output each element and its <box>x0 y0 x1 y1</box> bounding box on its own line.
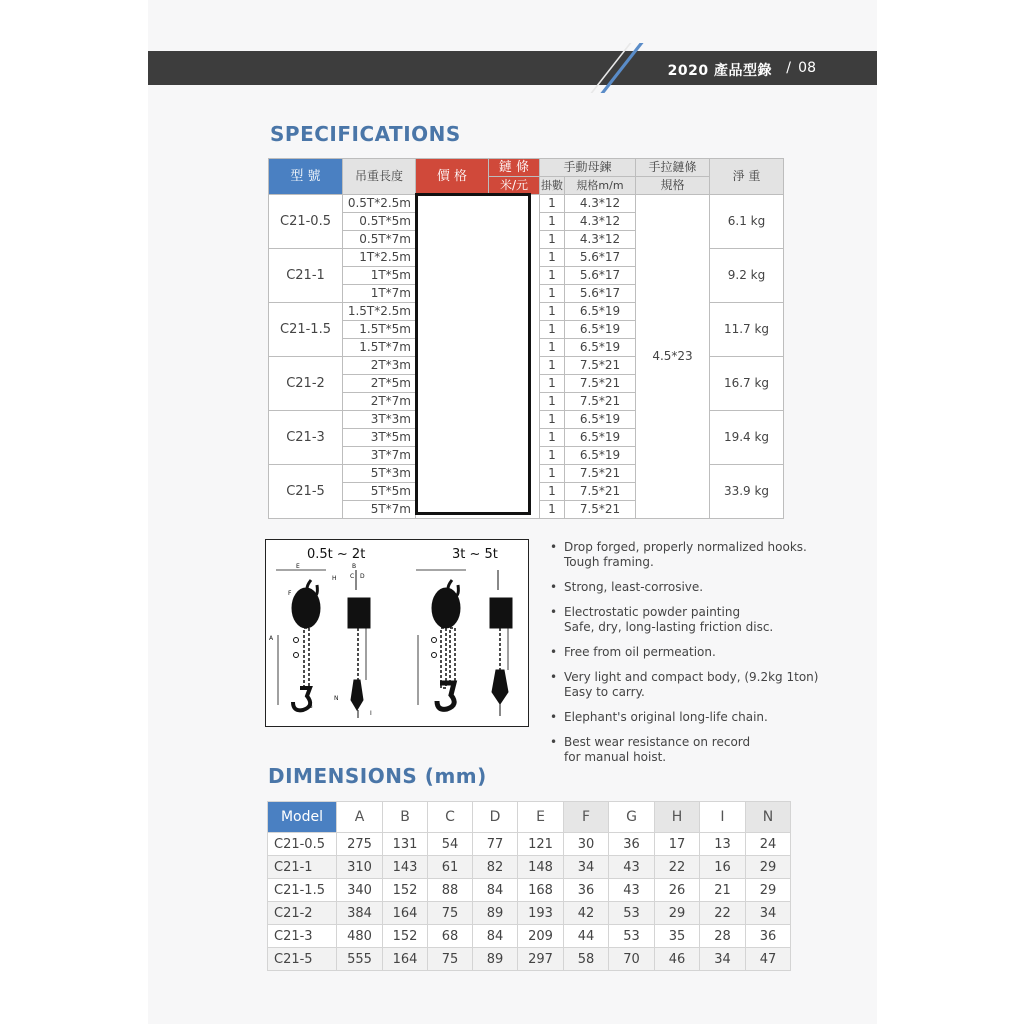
dims-row <box>268 856 791 879</box>
dims-header: A <box>337 802 383 833</box>
dims-value: 193 <box>518 902 564 925</box>
spec-falls: 1 <box>540 501 565 519</box>
dims-value: 275 <box>337 833 383 856</box>
header-price: 價 格 <box>416 159 489 195</box>
spec-model: C21-0.5 <box>269 195 343 249</box>
dims-value: 53 <box>609 925 655 948</box>
dims-header: F <box>564 802 609 833</box>
specifications-heading: SPECIFICATIONS <box>270 122 461 146</box>
spec-weight: 33.9 kg <box>710 465 784 519</box>
header-pull-chain-spec: 規格 <box>636 177 710 195</box>
header-banner <box>148 51 877 85</box>
spec-hand-chain: 6.5*19 <box>565 411 636 429</box>
dim-letter-i: I <box>370 710 372 717</box>
dims-header: Model <box>268 802 337 833</box>
spec-weight: 11.7 kg <box>710 303 784 357</box>
spec-weight: 19.4 kg <box>710 411 784 465</box>
dims-value: 143 <box>383 856 428 879</box>
dims-value: 84 <box>473 879 518 902</box>
dim-letter-c: C <box>350 573 355 580</box>
feature-line: Safe, dry, long-lasting friction disc. <box>564 620 774 634</box>
page-number: 08 <box>798 60 816 76</box>
spec-hand-chain: 6.5*19 <box>565 429 636 447</box>
header-hand-chain-spec: 規格m/m <box>565 177 636 195</box>
dims-value: 164 <box>383 902 428 925</box>
hoist-dimension-diagram <box>265 539 529 727</box>
header-chain: 鏈 條 <box>489 159 540 177</box>
dims-value: 340 <box>337 879 383 902</box>
dims-value: 555 <box>337 948 383 971</box>
spec-falls: 1 <box>540 303 565 321</box>
dims-header: B <box>383 802 428 833</box>
dims-value: 152 <box>383 879 428 902</box>
dims-value: 164 <box>383 948 428 971</box>
spec-falls: 1 <box>540 321 565 339</box>
dims-row <box>268 879 791 902</box>
dims-value: 70 <box>609 948 655 971</box>
dims-value: 84 <box>473 925 518 948</box>
dims-value: 22 <box>700 902 746 925</box>
dim-letter-g: G <box>308 703 313 710</box>
dims-value: 26 <box>655 879 700 902</box>
dims-value: 61 <box>428 856 473 879</box>
dim-letter-n: N <box>334 695 339 702</box>
feature-item <box>550 540 820 570</box>
spec-length: 0.5T*2.5m <box>343 195 416 213</box>
feature-list <box>550 540 820 775</box>
dims-row <box>268 948 791 971</box>
diagram-title-small: 0.5t ~ 2t <box>307 547 366 562</box>
spec-model: C21-5 <box>269 465 343 519</box>
header-falls: 掛數 <box>540 177 565 195</box>
spec-weight: 9.2 kg <box>710 249 784 303</box>
dims-model: C21-1.5 <box>268 879 337 902</box>
dimensions-table <box>267 801 791 971</box>
feature-line: • Free from oil permeation. <box>564 645 716 659</box>
dims-value: 152 <box>383 925 428 948</box>
dims-value: 47 <box>746 948 791 971</box>
spec-falls: 1 <box>540 483 565 501</box>
header-model: 型 號 <box>269 159 343 195</box>
dims-value: 34 <box>564 856 609 879</box>
feature-line: • Drop forged, properly normalized hooks. <box>564 540 807 554</box>
dims-value: 17 <box>655 833 700 856</box>
spec-length: 1.5T*2.5m <box>343 303 416 321</box>
feature-line: • Electrostatic powder painting <box>564 605 741 619</box>
spec-falls: 1 <box>540 285 565 303</box>
feature-item <box>550 645 820 660</box>
feature-item <box>550 580 820 595</box>
spec-hand-chain: 7.5*21 <box>565 501 636 519</box>
spec-falls: 1 <box>540 195 565 213</box>
dim-letter-d: D <box>360 573 365 580</box>
spec-length: 1.5T*5m <box>343 321 416 339</box>
dims-value: 75 <box>428 948 473 971</box>
dims-header: G <box>609 802 655 833</box>
dims-model: C21-2 <box>268 902 337 925</box>
spec-hand-chain: 5.6*17 <box>565 249 636 267</box>
spec-length: 5T*5m <box>343 483 416 501</box>
spec-length: 1.5T*7m <box>343 339 416 357</box>
spec-hand-chain: 5.6*17 <box>565 285 636 303</box>
spec-length: 1T*5m <box>343 267 416 285</box>
spec-model: C21-3 <box>269 411 343 465</box>
dims-value: 480 <box>337 925 383 948</box>
spec-hand-chain: 4.3*12 <box>565 213 636 231</box>
spec-falls: 1 <box>540 213 565 231</box>
spec-length: 1T*7m <box>343 285 416 303</box>
dims-value: 82 <box>473 856 518 879</box>
spec-model: C21-1 <box>269 249 343 303</box>
spec-pull-chain: 4.5*23 <box>636 195 710 519</box>
spec-hand-chain: 6.5*19 <box>565 339 636 357</box>
spec-hand-chain: 7.5*21 <box>565 393 636 411</box>
header-chain-unit: 米/元 <box>489 177 540 195</box>
spec-falls: 1 <box>540 231 565 249</box>
diagram-title-large: 3t ~ 5t <box>452 547 498 562</box>
dims-value: 53 <box>609 902 655 925</box>
spec-length: 5T*7m <box>343 501 416 519</box>
dims-value: 68 <box>428 925 473 948</box>
dims-header: C <box>428 802 473 833</box>
dims-value: 36 <box>746 925 791 948</box>
spec-length: 3T*5m <box>343 429 416 447</box>
spec-weight: 16.7 kg <box>710 357 784 411</box>
dims-header: N <box>746 802 791 833</box>
dim-letter-a: A <box>269 635 274 642</box>
hoist-drawings <box>266 540 528 726</box>
dims-value: 131 <box>383 833 428 856</box>
dims-value: 46 <box>655 948 700 971</box>
dims-value: 121 <box>518 833 564 856</box>
dims-value: 21 <box>700 879 746 902</box>
spec-hand-chain: 7.5*21 <box>565 375 636 393</box>
feature-line: for manual hoist. <box>564 750 667 764</box>
dims-value: 58 <box>564 948 609 971</box>
dims-value: 44 <box>564 925 609 948</box>
feature-item <box>550 605 820 635</box>
dims-value: 29 <box>655 902 700 925</box>
feature-item <box>550 735 820 765</box>
spec-hand-chain: 7.5*21 <box>565 483 636 501</box>
spec-hand-chain: 7.5*21 <box>565 357 636 375</box>
dims-value: 24 <box>746 833 791 856</box>
feature-line: • Very light and compact body, (9.2kg 1ton) <box>564 670 819 684</box>
dims-header: E <box>518 802 564 833</box>
header-pull-chain: 手拉鏈條 <box>636 159 710 177</box>
dims-value: 36 <box>564 879 609 902</box>
dims-header: D <box>473 802 518 833</box>
dims-value: 77 <box>473 833 518 856</box>
dims-value: 35 <box>655 925 700 948</box>
spec-falls: 1 <box>540 267 565 285</box>
spec-falls: 1 <box>540 375 565 393</box>
dim-letter-e: E <box>296 563 300 570</box>
spec-length: 3T*7m <box>343 447 416 465</box>
dims-model: C21-3 <box>268 925 337 948</box>
spec-model: C21-2 <box>269 357 343 411</box>
dims-value: 168 <box>518 879 564 902</box>
header-weight: 淨 重 <box>710 159 784 195</box>
spec-falls: 1 <box>540 411 565 429</box>
dims-value: 310 <box>337 856 383 879</box>
spec-hand-chain: 7.5*21 <box>565 465 636 483</box>
dims-value: 297 <box>518 948 564 971</box>
dims-value: 89 <box>473 902 518 925</box>
feature-line: • Best wear resistance on record <box>564 735 751 749</box>
dims-value: 43 <box>609 879 655 902</box>
feature-line: Easy to carry. <box>564 685 645 699</box>
spec-falls: 1 <box>540 393 565 411</box>
dim-letter-h: H <box>332 575 337 582</box>
spec-hand-chain: 6.5*19 <box>565 321 636 339</box>
price-highlight-box <box>415 193 531 515</box>
spec-model: C21-1.5 <box>269 303 343 357</box>
catalog-title: 2020 產品型錄 <box>667 63 772 79</box>
dims-value: 28 <box>700 925 746 948</box>
spec-hand-chain: 6.5*19 <box>565 303 636 321</box>
title-separator: / <box>786 60 791 76</box>
spec-weight: 6.1 kg <box>710 195 784 249</box>
dims-header: H <box>655 802 700 833</box>
dims-value: 30 <box>564 833 609 856</box>
dims-row <box>268 902 791 925</box>
dims-header: I <box>700 802 746 833</box>
spec-falls: 1 <box>540 339 565 357</box>
spec-length: 2T*7m <box>343 393 416 411</box>
dims-model: C21-5 <box>268 948 337 971</box>
spec-length: 0.5T*5m <box>343 213 416 231</box>
feature-item <box>550 710 820 725</box>
dims-value: 88 <box>428 879 473 902</box>
spec-hand-chain: 5.6*17 <box>565 267 636 285</box>
dims-value: 42 <box>564 902 609 925</box>
spec-falls: 1 <box>540 249 565 267</box>
dims-model: C21-0.5 <box>268 833 337 856</box>
spec-length: 0.5T*7m <box>343 231 416 249</box>
dims-value: 89 <box>473 948 518 971</box>
dims-row <box>268 833 791 856</box>
spec-falls: 1 <box>540 465 565 483</box>
spec-length: 2T*5m <box>343 375 416 393</box>
dims-value: 384 <box>337 902 383 925</box>
dims-value: 75 <box>428 902 473 925</box>
feature-line: • Strong, least-corrosive. <box>564 580 704 594</box>
dims-row <box>268 925 791 948</box>
dim-letter-f: F <box>288 590 292 597</box>
dims-value: 13 <box>700 833 746 856</box>
dims-value: 209 <box>518 925 564 948</box>
header-hand-chain: 手動母鍊 <box>540 159 636 177</box>
spec-hand-chain: 4.3*12 <box>565 195 636 213</box>
feature-line: Tough framing. <box>564 555 654 569</box>
dims-model: C21-1 <box>268 856 337 879</box>
dims-value: 36 <box>609 833 655 856</box>
spec-length: 1T*2.5m <box>343 249 416 267</box>
dims-value: 16 <box>700 856 746 879</box>
dims-value: 54 <box>428 833 473 856</box>
spec-length: 5T*3m <box>343 465 416 483</box>
dims-value: 148 <box>518 856 564 879</box>
spec-length: 3T*3m <box>343 411 416 429</box>
dims-value: 43 <box>609 856 655 879</box>
dims-value: 29 <box>746 879 791 902</box>
dims-value: 34 <box>700 948 746 971</box>
feature-item <box>550 670 820 700</box>
dims-value: 34 <box>746 902 791 925</box>
feature-line: • Elephant's original long-life chain. <box>564 710 768 724</box>
spec-hand-chain: 6.5*19 <box>565 447 636 465</box>
spec-falls: 1 <box>540 357 565 375</box>
dim-letter-b: B <box>352 563 357 570</box>
spec-falls: 1 <box>540 429 565 447</box>
spec-hand-chain: 4.3*12 <box>565 231 636 249</box>
header-length: 吊重長度 <box>343 159 416 195</box>
dimensions-heading: DIMENSIONS (mm) <box>268 764 487 788</box>
spec-falls: 1 <box>540 447 565 465</box>
dims-value: 29 <box>746 856 791 879</box>
spec-length: 2T*3m <box>343 357 416 375</box>
dims-value: 22 <box>655 856 700 879</box>
